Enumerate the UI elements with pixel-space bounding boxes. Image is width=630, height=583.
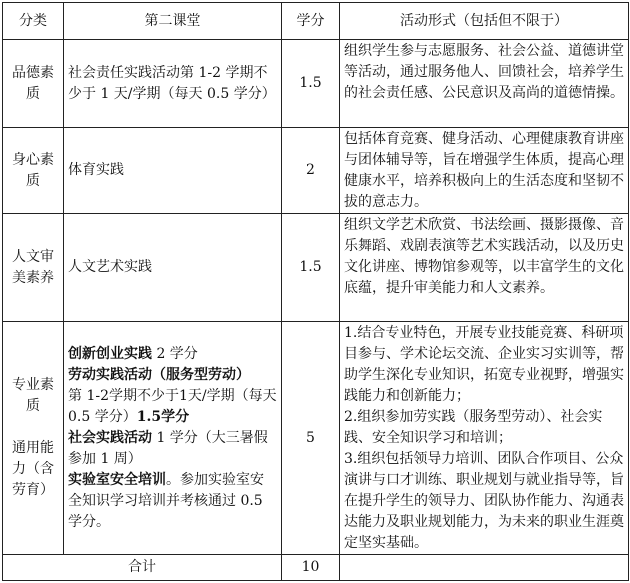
header-row [3, 3, 629, 40]
total-credit: 10 [282, 555, 340, 581]
category-general-ability: 通用能力（含劳育） [12, 440, 54, 498]
social-practice-detail: 1 学分（大三暑假参加 1 周） [68, 430, 268, 467]
second-classroom-table [2, 2, 629, 581]
credit-cell: 5 [282, 322, 340, 555]
category-cell: 人文审美素养 [3, 214, 64, 322]
total-label: 合计 [3, 555, 282, 581]
course-cell: 社会责任实践活动第 1-2 学期不少于 1 天/学期（每天 0.5 学分） [64, 40, 282, 128]
credit-cell: 1.5 [282, 214, 340, 322]
labor-practice-title: 劳动实践活动（服务型劳动） [68, 367, 250, 383]
credit-cell: 2 [282, 128, 340, 214]
category-cell: 身心素质 [3, 128, 64, 214]
course-cell: 人文艺术实践 [64, 214, 282, 322]
course-cell: 体育实践 [64, 128, 282, 214]
category-cell: 品德素质 [3, 40, 64, 128]
lab-safety-detail: 。参加实验室安全知识学习培训并考核通过 0.5 学分。 [68, 472, 264, 530]
course-cell [64, 322, 282, 555]
labor-practice-detail: 第 1-2学期不少于1天/学期（每天 0.5 学分） [68, 388, 277, 425]
category-cell [3, 322, 64, 555]
activity-cell: 包括体育竞赛、健身活动、心理健康教育讲座与团体辅导等，旨在增强学生体质，提高心理健康水平，培养积极向上的生活态度和坚韧不拔的意志力。 [340, 128, 629, 214]
activity-item-1: 1.结合专业特色，开展专业技能竞赛、科研项目参与、学术论坛交流、企业实习实训等，帮助学生深化专业知识，拓宽专业视野，增强实践能力和创新能力； [344, 325, 624, 404]
activity-cell: 组织学生参与志愿服务、社会公益、道德讲堂等活动，通过服务他人、回馈社会，培养学生的社会责任感、公民意识及高尚的道德情操。 [340, 40, 629, 128]
innovation-practice-title: 创新创业实践 [68, 346, 152, 362]
lab-safety-title: 实验室安全培训 [68, 472, 166, 488]
activity-item-2: 2.组织参加劳实践（服务型劳动）、社会实践、安全知识学习和培训； [344, 409, 603, 446]
activity-cell [340, 322, 629, 555]
table-row-professional [3, 322, 629, 555]
table-row-physical [3, 128, 629, 214]
total-empty-cell [340, 555, 629, 581]
category-professional-quality: 专业素质 [12, 377, 54, 414]
social-practice-title: 社会实践活动 [68, 430, 152, 446]
header-category: 分类 [3, 3, 64, 40]
table-row-moral [3, 40, 629, 128]
activity-cell: 组织文学艺术欣赏、书法绘画、摄影摄像、音乐舞蹈、戏剧表演等艺术实践活动，以及历史文化讲座、博物馆参观等，以丰富学生的文化底蕴，提升审美能力和人文素养。 [340, 214, 629, 322]
header-credit: 学分 [282, 3, 340, 40]
header-course: 第二课堂 [64, 3, 282, 40]
header-activity: 活动形式（包括但不限于） [340, 3, 629, 40]
labor-practice-credit: 1.5学分 [136, 409, 190, 425]
table-row-total [3, 555, 629, 581]
credit-cell: 1.5 [282, 40, 340, 128]
activity-item-3: 3.组织包括领导力培训、团队合作项目、公众演讲与口才训练、职业规划与就业指导等，旨在提升学生的领导力、团队协作能力、沟通表达能力及职业规划能力，为未来的职业生涯奠定坚实基础。 [344, 451, 624, 551]
innovation-practice-credit: 2 学分 [152, 346, 198, 362]
table-row-humanities [3, 214, 629, 322]
